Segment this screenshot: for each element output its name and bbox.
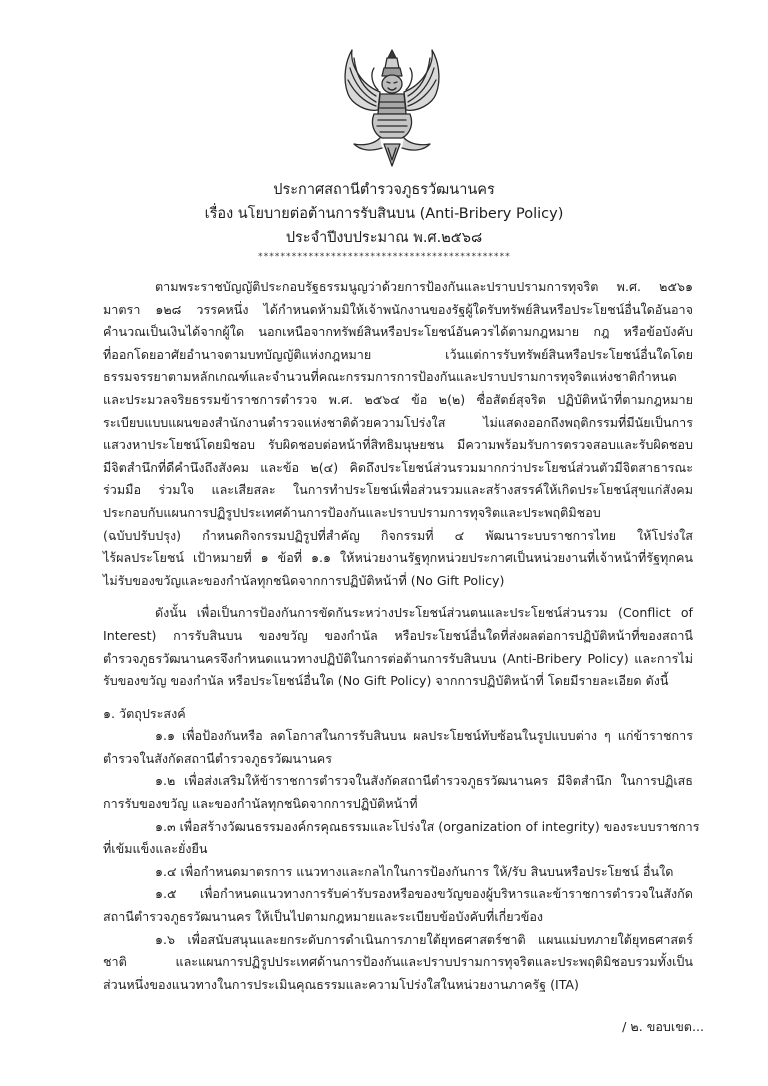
objective-1-2: ๑.๒ เพื่อส่งเสริมให้ข้าราชการตำรวจในสังกัดสถานีตำรวจภูธรวัฒนานคร มีจิตสำนึก ในการปฏิเสธ [155,773,693,789]
continuation-marker: / ๒. ขอบเขต... [622,1019,704,1034]
text-line: ที่ออกโดยอาศัยอำนาจตามบทบัญญัติแห่งกฎหมาย เว้นแต่การรับทรัพย์สินหรือประโยชน์อื่นใดโดย [103,346,693,362]
text-line: ธรรมจรรยาตามหลักเกณฑ์และจำนวนที่คณะกรรมการการป้องกันและปราบปรามการทุจริตแห่งชาติกำหนด [103,369,677,385]
text-line: และประมวลจริยธรรมข้าราชการตำรวจ พ.ศ. ๒๕๖๔ ข้อ ๒(๒) ซื่อสัตย์สุจริต ปฏิบัติหน้าที่ตามกฎหมาย [103,391,693,407]
text-line: ตามพระราชบัญญัติประกอบรัฐธรรมนูญว่าด้วยการป้องกันและปราบปรามการทุจริต พ.ศ. ๒๕๖๑ [155,279,693,294]
text-line: คำนวณเป็นเงินได้จากผู้ใด นอกเหนือจากทรัพย์สินหรือประโยชน์อันควรได้ตามกฎหมาย กฎ หรือข้อบังคับ [103,324,693,340]
text-line: ดังนั้น เพื่อเป็นการป้องกันการขัดกันระหว่างประโยชน์ส่วนตนและประโยชน์ส่วนรวม (Conflict of [155,605,693,621]
text-line: ตำรวจในสังกัดสถานีตำรวจภูธรวัฒนานคร [103,750,332,766]
section-objectives [103,703,700,997]
text-line: ประกอบกับแผนการปฏิรูปประเทศด้านการป้องกันและปราบปรามการทุจริตและประพฤติมิชอบ [103,504,601,520]
objective-1-5: ๑.๕ เพื่อกำหนดแนวทางการรับค่ารับรองหรือของขวัญของผู้บริหารและข้าราชการตำรวจในสังกัด [155,886,693,902]
paragraph-gap [103,693,693,703]
text-line: ตำรวจภูธรวัฒนานครจึงกำหนดแนวทางปฏิบัติในการต่อต้านการรับสินบน (Anti-Bribery Policy) และการไม่ [103,650,693,666]
text-line: ไร้ผลประโยชน์ เป้าหมายที่ ๑ ข้อที่ ๑.๑ ให้หน่วยงานรัฐทุกหน่วยประกาศเป็นหน่วยงานที่เจ้าหน้าที่รัฐทุกคน [103,550,693,566]
separator-line: ********************************************* [257,252,511,262]
text-line: ระเบียบแบบแผนของสำนักงานตำรวจแห่งชาติด้วยความโปร่งใส ไม่แสดงออกถึงพฤติกรรมที่มีนัยเป็นการ [103,414,693,430]
fiscal-year-title: ประจำปีงบประมาณ พ.ศ.๒๕๖๘ [285,230,483,246]
subject-title: เรื่อง นโยบายต่อต้านการรับสินบน (Anti-Bribery Policy) [204,206,564,222]
text-line: (ฉบับปรับปรุง) กำหนดกิจกรรมปฏิรูปที่สำคัญ กิจกรรมที่ ๔ พัฒนาระบบราชการไทย ให้โปร่งใส [103,527,693,543]
text-line: การรับของขวัญ และของกำนัลทุกชนิดจากการปฏิบัติหน้าที่ [103,796,418,812]
text-line: ที่เข้มแข็งและยั่งยืน [103,841,208,857]
garuda-emblem-icon [330,44,454,170]
document-body [103,276,700,996]
objective-1-3: ๑.๓ เพื่อสร้างวัฒนธรรมองค์กรคุณธรรมและโปร่งใส (organization of integrity) ของระบบราชการ [155,818,700,834]
preamble-paragraph [103,276,693,592]
text-line: ไม่รับของขวัญและของกำนัลทุกชนิดจากการปฏิบัติหน้าที่ (No Gift Policy) [103,572,505,588]
text-line: Interest) การรับสินบน ของขวัญ ของกำนัล หรือประโยชน์อื่นใดที่ส่งผลต่อการปฏิบัติหน้าที่ของสถานี [103,627,693,643]
paragraph-gap [103,592,693,602]
objective-1-4: ๑.๔ เพื่อกำหนดมาตรการ แนวทางและกลไกในการป้องกันการ ให้/รับ สินบนหรือประโยชน์ อื่นใด [155,863,674,879]
document-header [0,178,768,250]
objective-1-1: ๑.๑ เพื่อป้องกันหรือ ลดโอกาสในการรับสินบน ผลประโยชน์ทับซ้อนในรูปแบบต่าง ๆ แก่ข้าราชการ [155,728,693,744]
text-line: แสวงหาประโยชน์โดยมิชอบ รับผิดชอบต่อหน้าที่สิทธิมนุษยชน มีความพร้อมรับการตรวจสอบและรับผิดชอบ [103,437,693,453]
declaration-paragraph [103,602,693,692]
issuer-title: ประกาศสถานีตำรวจภูธรวัฒนานคร [273,182,495,198]
text-line: มาตรา ๑๒๘ วรรคหนึ่ง ได้กำหนดห้ามมิให้เจ้าพนักงานของรัฐผู้ใดรับทรัพย์สินหรือประโยชน์อื่นใดอันอาจ [103,301,693,317]
objective-1-6: ๑.๖ เพื่อสนับสนุนและยกระดับการดำเนินการภายใต้ยุทธศาสตร์ชาติ แผนแม่บทภายใต้ยุทธศาสตร์ [155,931,693,947]
text-line: มีจิตสำนึกที่ดีคำนึงถึงสังคม และข้อ ๒(๔) คิดถึงประโยชน์ส่วนรวมมากกว่าประโยชน์ส่วนตัวมีจิตสาธารณะ [103,459,693,475]
text-line: ร่วมมือ ร่วมใจ และเสียสละ ในการทำประโยชน์เพื่อส่วนรวมและสร้างสรรค์ให้เกิดประโยชน์สุขแก่สังคม [103,482,693,498]
section-heading: ๑. วัตถุประสงค์ [103,705,186,721]
text-line: ชาติ และแผนการปฏิรูปประเทศด้านการป้องกันและปราบปรามการทุจริตและประพฤติมิชอบรวมทั้งเป็น [103,954,693,970]
text-line: ส่วนหนึ่งของแนวทางในการประเมินคุณธรรมและความโปร่งใสในหน่วยงานภาครัฐ (ITA) [103,976,579,992]
text-line: สถานีตำรวจภูธรวัฒนานคร ให้เป็นไปตามกฎหมายและระเบียบข้อบังคับที่เกี่ยวข้อง [103,909,544,925]
text-line: รับของขวัญ ของกำนัล หรือประโยชน์อื่นใด (No Gift Policy) จากการปฏิบัติหน้าที่ โดยมีรายละเอียด ดังนี้ [103,673,669,689]
